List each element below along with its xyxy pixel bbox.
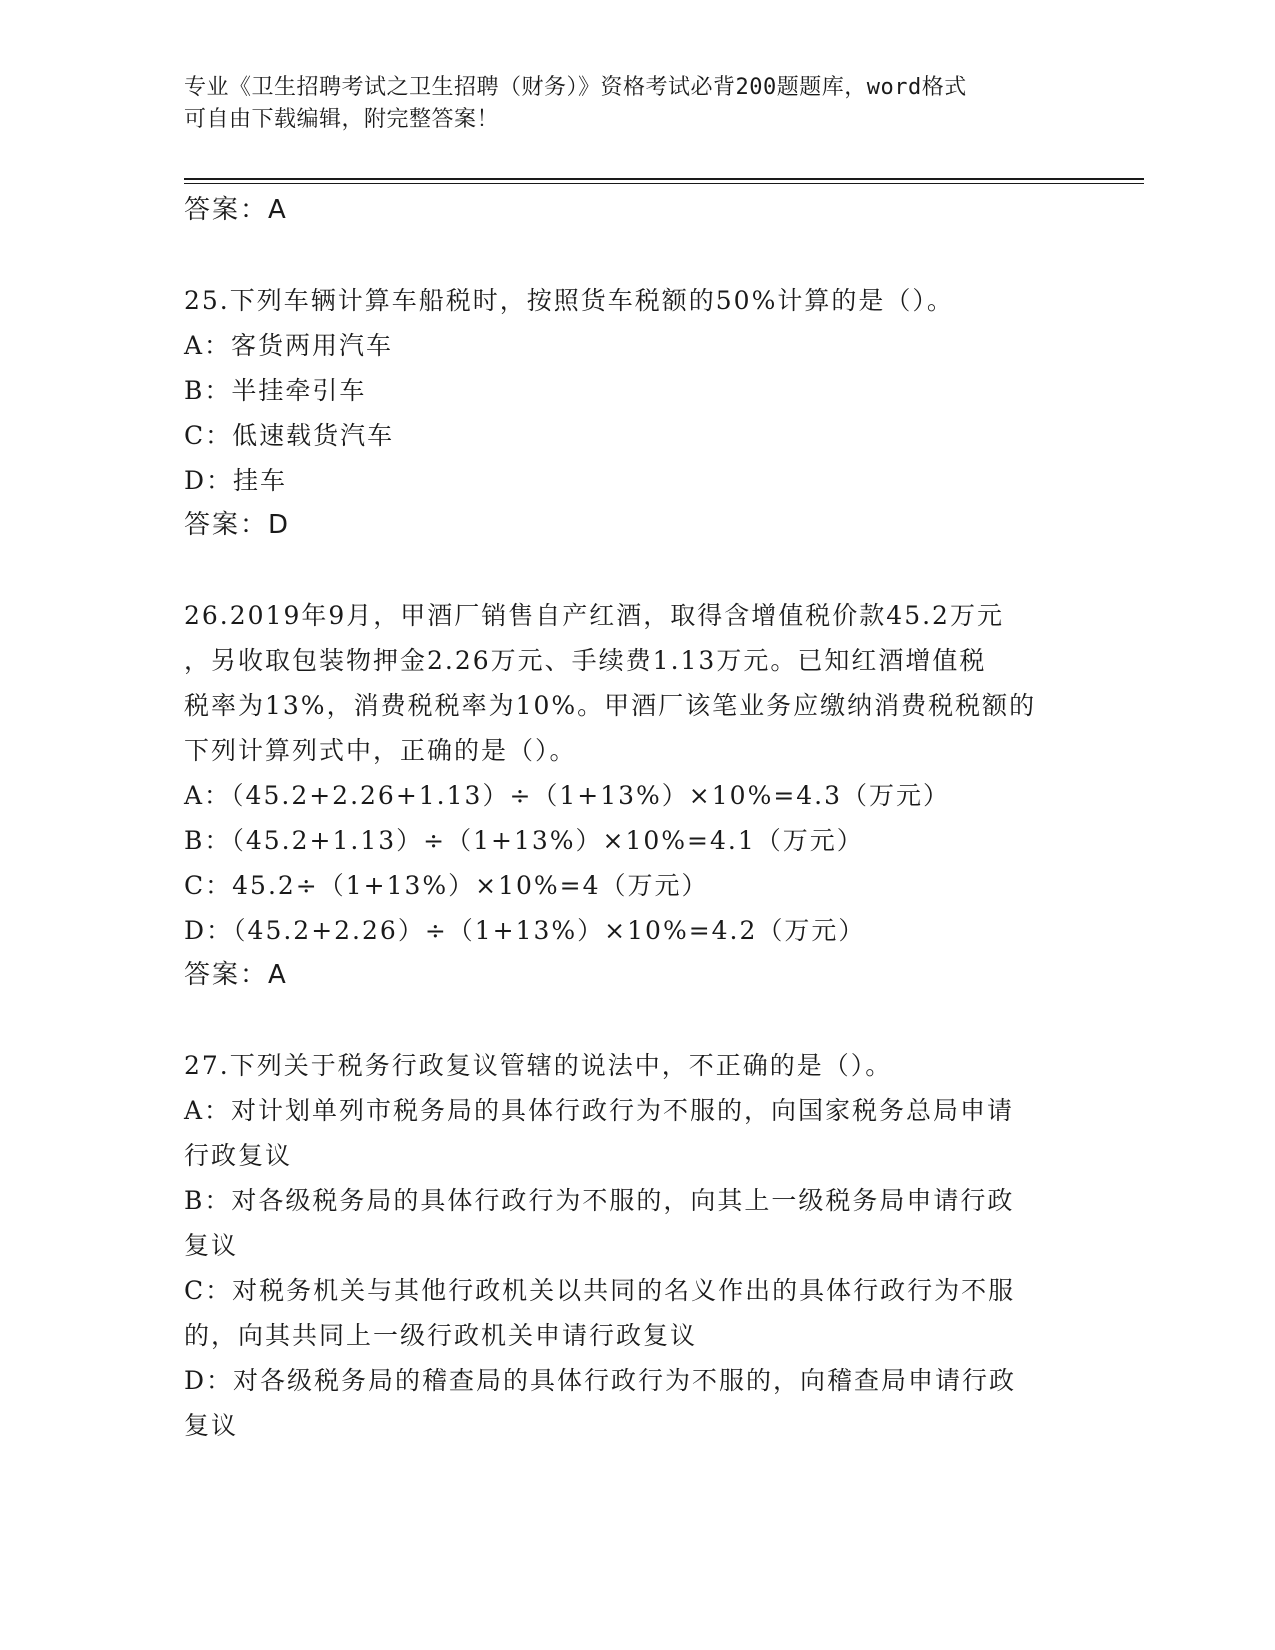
question-stem-line: 下列计算列式中，正确的是（）。 — [184, 736, 577, 765]
option-c: C：45.2÷（1+13%）×10%=4（万元） — [184, 871, 709, 900]
option-b-line: B：对各级税务局的具体行政行为不服的，向其上一级税务局申请行政 — [184, 1186, 1015, 1215]
answer: 答案：D — [184, 510, 291, 540]
option-a-line: A：对计划单列市税务局的具体行政行为不服的，向国家税务总局申请 — [184, 1096, 1015, 1125]
spacer — [184, 233, 1084, 278]
spacer — [184, 998, 1084, 1043]
question-content — [184, 188, 1084, 1448]
header-line-1: 专业《卫生招聘考试之卫生招聘（财务）》资格考试必背200题题库，word格式 — [184, 75, 967, 100]
option-d-line: D：对各级税务局的稽查局的具体行政行为不服的，向稽查局申请行政 — [184, 1366, 1017, 1395]
option-b: B：（45.2+1.13）÷（1+13%）×10%=4.1（万元） — [184, 826, 864, 855]
spacer — [184, 548, 1084, 593]
answer: 答案：A — [184, 960, 288, 990]
option-c-line: C：对税务机关与其他行政机关以共同的名义作出的具体行政行为不服 — [184, 1276, 1016, 1305]
question-stem-line: ，另收取包装物押金2.26万元、手续费1.13万元。已知红酒增值税 — [184, 646, 987, 675]
option-d: D：（45.2+2.26）÷（1+13%）×10%=4.2（万元） — [184, 916, 866, 945]
option-c: C：低速载货汽车 — [184, 421, 395, 450]
option-b: B：半挂牵引车 — [184, 376, 367, 405]
question-26 — [184, 593, 1084, 998]
option-a: A：（45.2+2.26+1.13）÷（1+13%）×10%=4.3（万元） — [184, 781, 951, 810]
option-d: D：挂车 — [184, 466, 288, 495]
question-stem-line: 26.2019年9月，甲酒厂销售自产红酒，取得含增值税价款45.2万元 — [184, 601, 1004, 630]
question-stem-line: 税率为13%，消费税税率为10%。甲酒厂该笔业务应缴纳消费税税额的 — [184, 691, 1037, 720]
option-c-line: 的，向其共同上一级行政机关申请行政复议 — [184, 1321, 698, 1350]
answer-prev: 答案：A — [184, 195, 288, 225]
header-rule-thin — [184, 183, 1144, 184]
question-stem: 27.下列关于税务行政复议管辖的说法中，不正确的是（）。 — [184, 1051, 893, 1080]
option-d-line: 复议 — [184, 1411, 239, 1440]
header-line-2: 可自由下载编辑，附完整答案！ — [184, 107, 500, 132]
header-rule-thick — [184, 178, 1144, 180]
question-stem: 25.下列车辆计算车船税时，按照货车税额的50%计算的是（）。 — [184, 286, 954, 315]
option-a-line: 行政复议 — [184, 1141, 293, 1170]
question-27 — [184, 1043, 1084, 1448]
option-b-line: 复议 — [184, 1231, 239, 1260]
question-25 — [184, 278, 1084, 548]
option-a: A：客货两用汽车 — [184, 331, 394, 360]
document-header — [184, 72, 1064, 136]
